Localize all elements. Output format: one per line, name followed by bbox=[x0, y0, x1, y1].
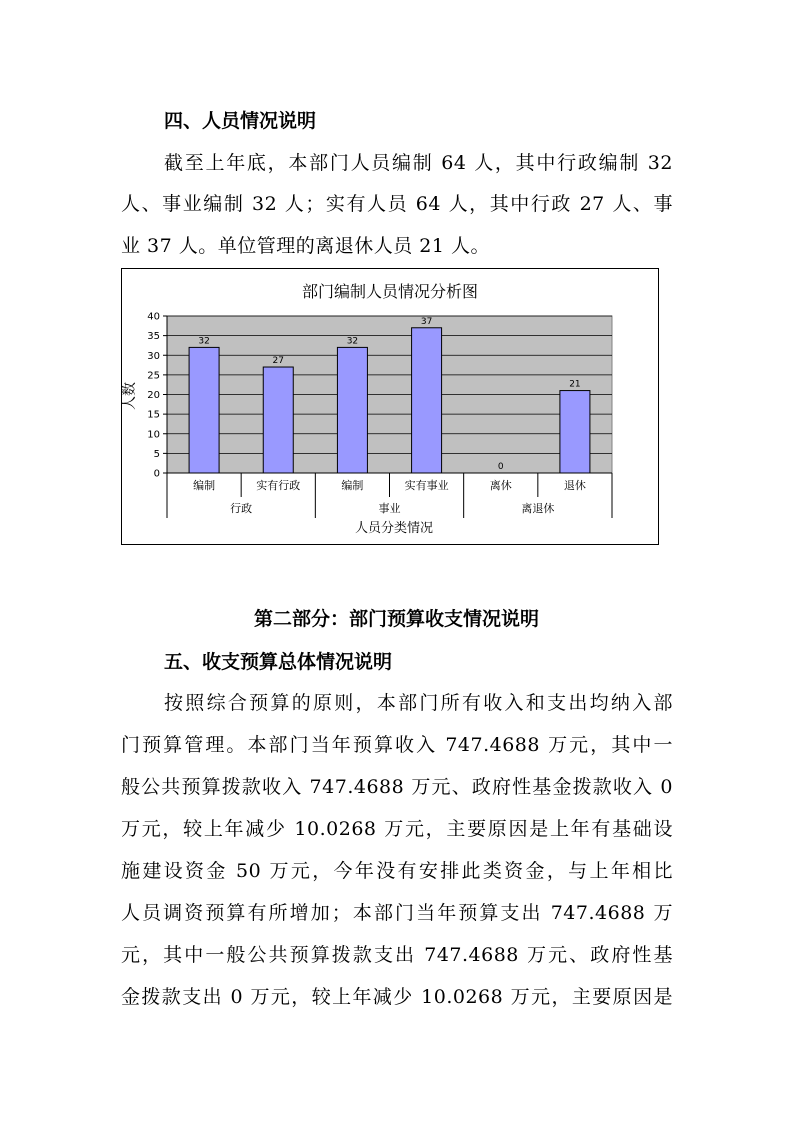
x-tick-label: 编制 bbox=[193, 479, 216, 492]
y-axis-label: 人数 bbox=[122, 382, 138, 410]
y-tick-label: 5 bbox=[153, 448, 160, 460]
x-tick-label: 退休 bbox=[563, 479, 586, 492]
y-tick-label: 25 bbox=[147, 370, 160, 382]
bar bbox=[412, 328, 442, 473]
bar bbox=[337, 347, 367, 473]
data-label: 32 bbox=[346, 336, 359, 347]
bar bbox=[560, 391, 590, 473]
y-tick-label: 10 bbox=[147, 429, 160, 441]
x-tick-label: 离休 bbox=[489, 479, 512, 492]
section5-line-1: 按照综合预算的原则，本部门所有收入和支出均纳入部 bbox=[164, 692, 673, 714]
y-tick-label: 20 bbox=[147, 390, 160, 401]
section5-line-5: 施建设资金 50 万元，今年没有安排此类资金，与上年相比 bbox=[121, 860, 673, 882]
bar bbox=[263, 367, 293, 473]
x-tick-label: 实有行政 bbox=[256, 479, 301, 492]
x-tick-label: 编制 bbox=[341, 479, 364, 492]
x-axis-label: 人员分类情况 bbox=[354, 521, 434, 536]
section5-line-8: 金拨款支出 0 万元，较上年减少 10.0268 万元，主要原因是 bbox=[121, 986, 673, 1008]
section5-heading: 五、收支预算总体情况说明 bbox=[164, 651, 393, 673]
section5-line-6: 人员调资预算有所增加；本部门当年预算支出 747.4688 万 bbox=[121, 902, 673, 924]
data-label: 0 bbox=[497, 462, 504, 472]
data-label: 37 bbox=[420, 316, 433, 327]
section5-line-7: 元，其中一般公共预算拨款支出 747.4688 万元、政府性基 bbox=[121, 944, 673, 966]
chart-svg bbox=[122, 269, 658, 544]
y-tick-label: 30 bbox=[147, 350, 160, 362]
section5-line-4: 万元，较上年减少 10.0268 万元，主要原因是上年有基础设 bbox=[121, 818, 673, 840]
data-label: 21 bbox=[569, 379, 581, 390]
data-label: 27 bbox=[272, 356, 284, 367]
staff-chart bbox=[121, 268, 659, 545]
group-label: 离退休 bbox=[521, 502, 555, 515]
y-tick-label: 35 bbox=[147, 331, 160, 343]
section4-line-1: 截至上年底，本部门人员编制 64 人，其中行政编制 32 bbox=[164, 152, 673, 174]
section4-line-2: 人、事业编制 32 人；实有人员 64 人，其中行政 27 人、事 bbox=[121, 193, 673, 215]
section5-line-3: 般公共预算拨款收入 747.4688 万元、政府性基金拨款收入 0 bbox=[121, 776, 673, 798]
group-label: 事业 bbox=[378, 502, 401, 515]
y-tick-label: 40 bbox=[147, 311, 160, 323]
chart-title: 部门编制人员情况分析图 bbox=[301, 282, 479, 301]
y-tick-label: 0 bbox=[153, 468, 160, 480]
part2-title: 第二部分：部门预算收支情况说明 bbox=[253, 608, 539, 630]
section4-heading: 四、人员情况说明 bbox=[164, 110, 317, 132]
x-tick-label: 实有事业 bbox=[404, 479, 449, 492]
data-label: 32 bbox=[198, 336, 210, 347]
section4-line-3: 业 37 人。单位管理的离退休人员 21 人。 bbox=[121, 235, 491, 257]
section5-line-2: 门预算管理。本部门当年预算收入 747.4688 万元，其中一 bbox=[121, 734, 673, 756]
y-tick-label: 15 bbox=[147, 409, 160, 421]
bar bbox=[189, 347, 219, 473]
group-label: 行政 bbox=[230, 502, 253, 515]
